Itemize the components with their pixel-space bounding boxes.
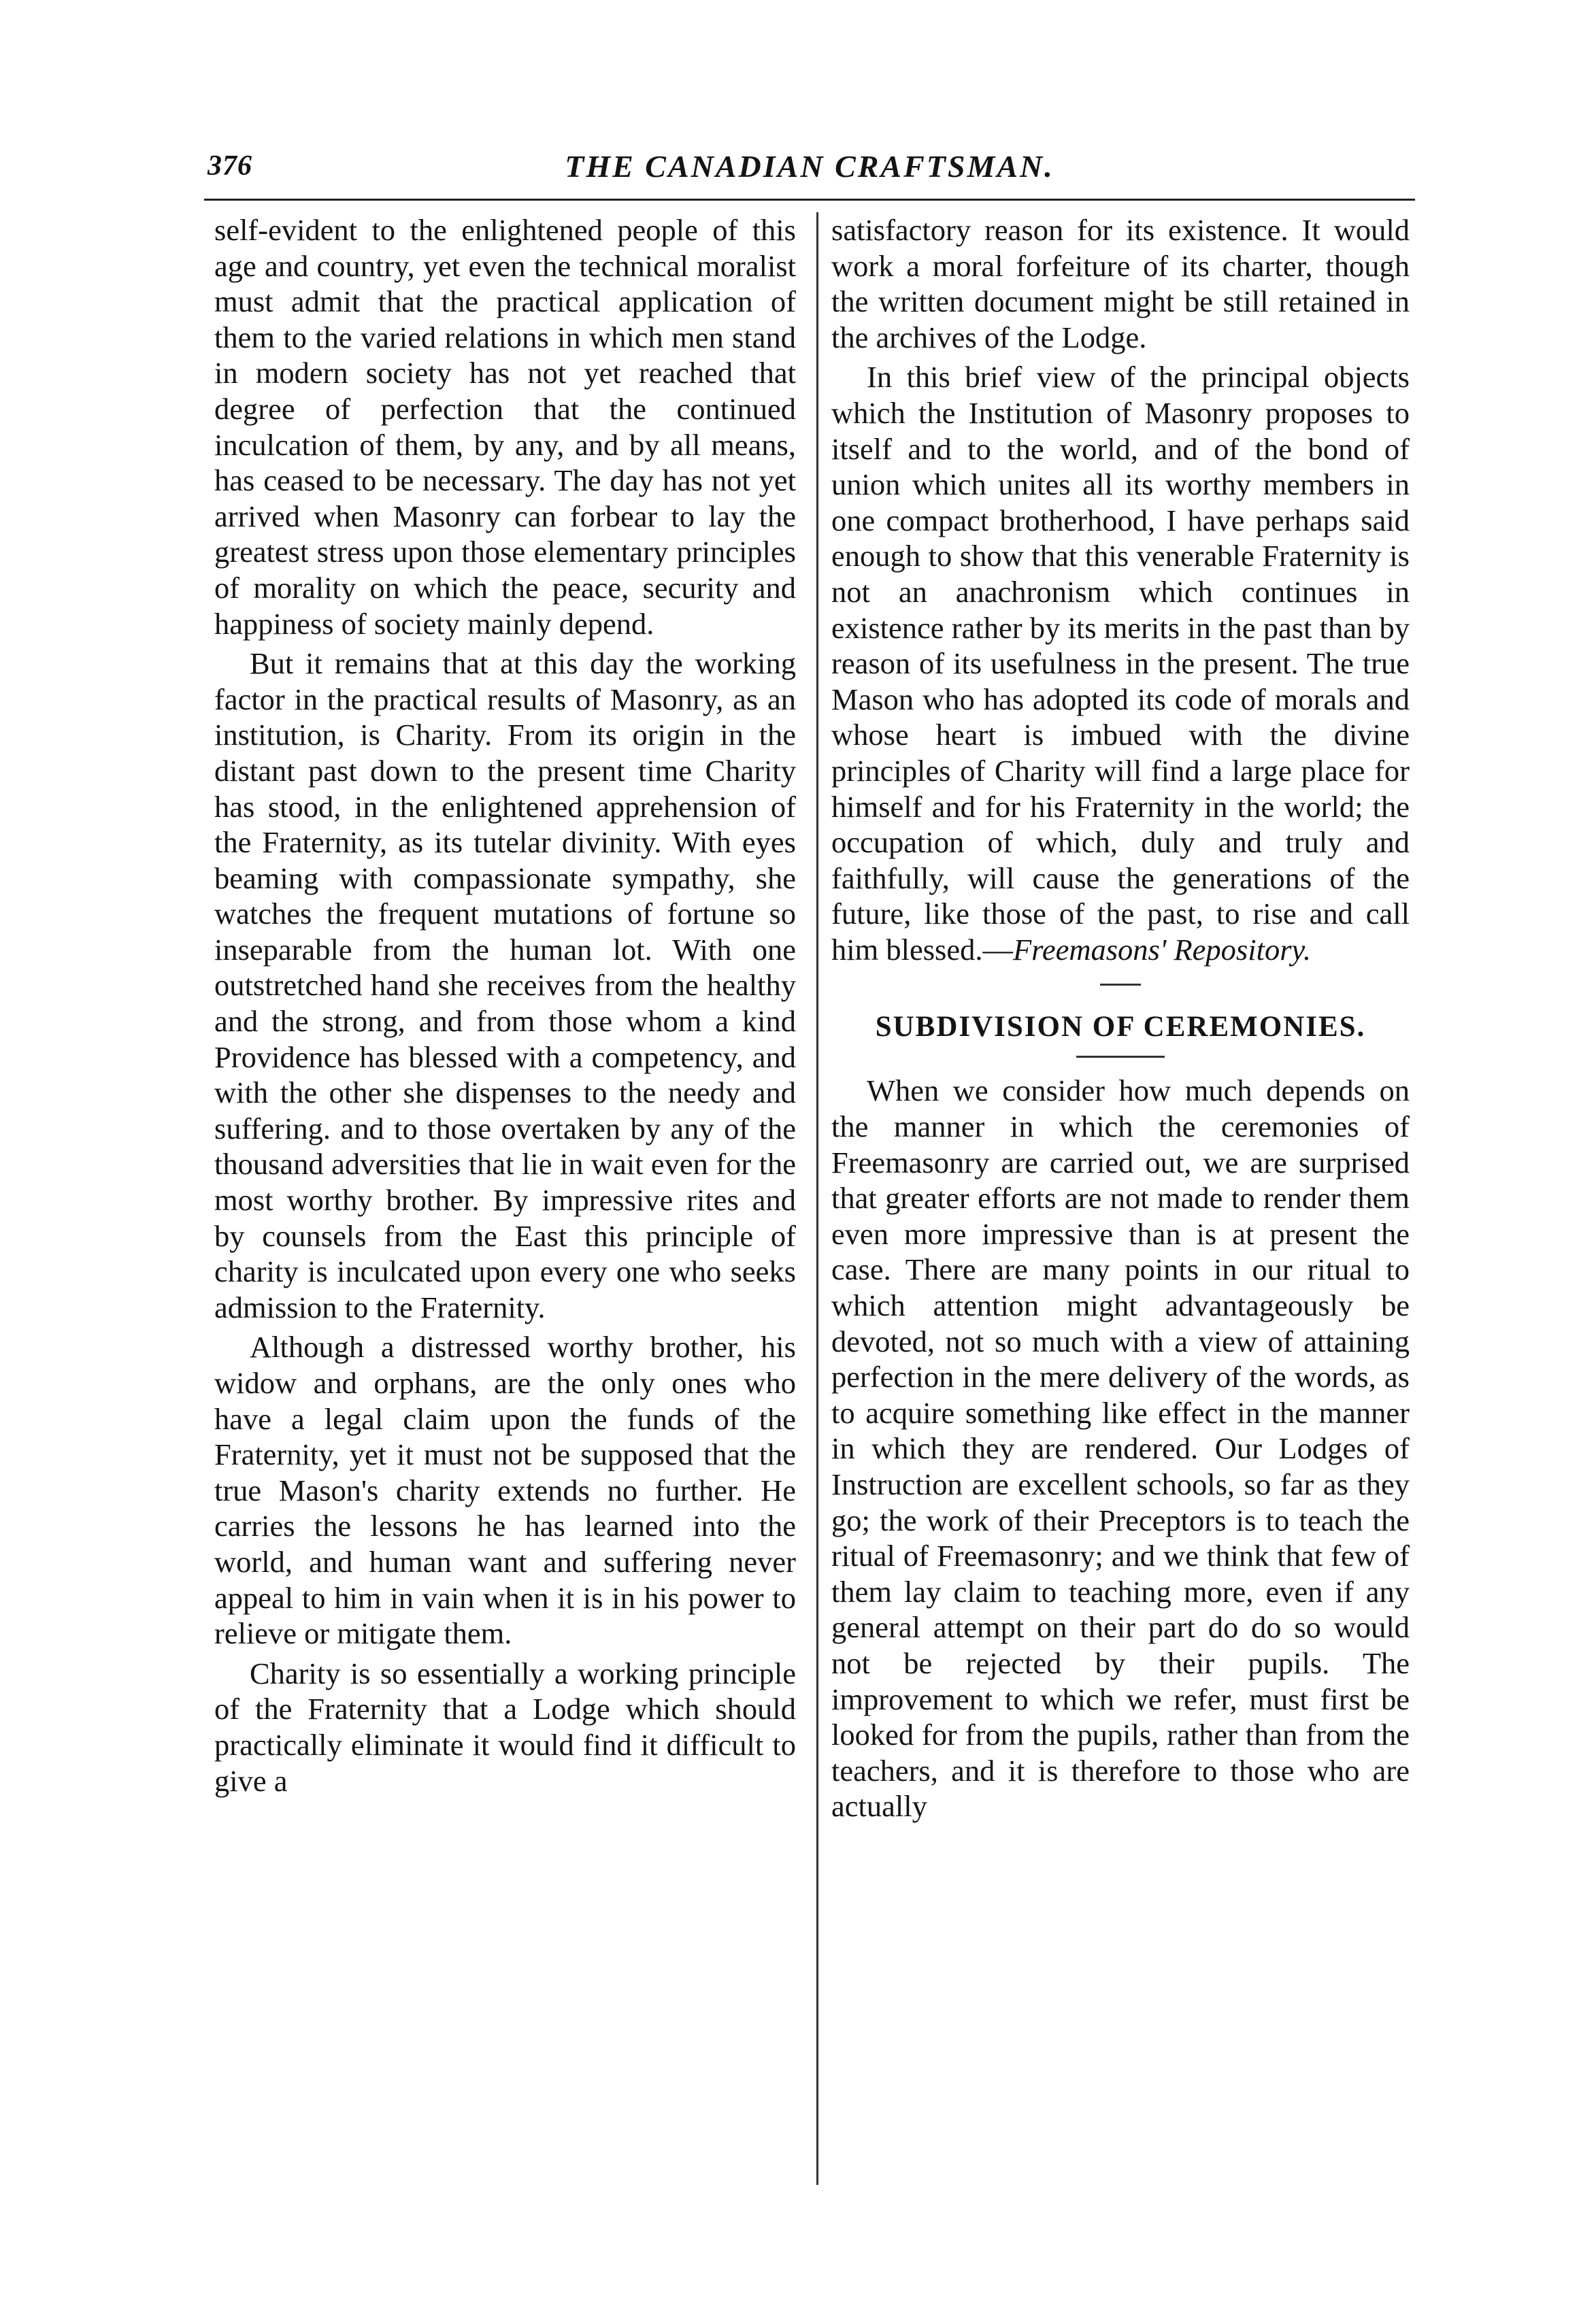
paragraph: satisfactory reason for its existence. It would work a moral forfeiture of its charter, though the written document might be still retained in the archives of the Lodge. — [831, 213, 1410, 354]
section-heading: SUBDIVISION OF CEREMONIES. — [875, 1011, 1366, 1043]
page-number: 376 — [207, 150, 252, 182]
header-rule — [204, 199, 1415, 201]
left-column — [214, 212, 796, 2199]
page-header — [207, 148, 1412, 190]
right-column — [831, 212, 1410, 2199]
paragraph: Although a distressed worthy brother, his widow and orphans, are the only ones who have a legal claim upon the funds of the Fraternity, yet it must not be supposed that the true Mason's charity extends no further. He carries the lessons he has learned into the world, and human want and suffering never appeal to him in vain when it is in his power to relieve or mitigate them. — [214, 1330, 796, 1651]
paragraph: self-evident to the enlightened people of this age and country, yet even the technical moralist must admit that the practical application of them to the varied relations in which men stand in modern society has not yet reached that degree of perfection that the continued inculcation of them, by any, and by all means, has ceased to be necessary. The day has not yet arrived when Masonry can forbear to lay the greatest stress upon those elementary principles of morality on which the peace, security and happiness of society mainly depend. — [214, 213, 796, 641]
ornament-rule — [1100, 984, 1141, 986]
paragraph: But it remains that at this day the working factor in the practical results of Masonry, as an institution, is Charity. From its origin in the distant past down to the present time Charity has stood, in the enlightened apprehension of the Fraternity, as its tutelar divinity. With eyes beaming with compassionate sympathy, she watches the frequent mutations of fortune so inseparable from the human lot. With one outstretched hand she receives from the healthy and the strong, and from those whom a kind Providence has blessed with a competency, and with the other she dispenses to the needy and suffering. and to those overtaken by any of the thousand adversities that lie in wait even for the most worthy brother. By impressive rites and by counsels from the East this principle of charity is inculcated upon every one who seeks admission to the Fraternity. — [214, 646, 796, 1324]
running-title: THE CANADIAN CRAFTSMAN. — [565, 149, 1054, 184]
paragraph: When we consider how much depends on the manner in which the ceremonies of Freemasonry are carried out, we are surprised that greater efforts are not made to render them even more impressive than is at present the case. There are many points in our ritual to which attention might advantageously be devoted, not so much with a view of attaining perfection in the mere delivery of the words, as to acquire something like effect in the manner in which they are rendered. Our Lodges of Instruction are excellent schools, so far as they go; the work of their Preceptors is to teach the ritual of Freemasonry; and we think that few of them lay claim to teaching more, even if any general attempt on their part do do so would not be rejected by their pupils. The improvement to which we refer, must first be looked for from the pupils, rather than from the teachers, and it is therefore to those who are actually — [831, 1073, 1410, 1824]
section-break — [831, 971, 1410, 1001]
attribution: Freemasons' Repository. — [1012, 932, 1311, 967]
paragraph-text: In this brief view of the principal objects which the Institution of Masonry proposes to itself and to the world, and of the bond of union which unites all its worthy members in one compact brotherhood, I have perhaps said enough to show that this venerable Fraternity is not an anachronism which continues in existence rather by its merits in the past than by reason of its usefulness in the present. The true Mason who has adopted its code of morals and whose heart is imbued with the divine principles of Charity will find a large place for himself and for his Fraternity in the world; the occupation of which, duly and truly and faithfully, will cause the generations of the future, like those of the past, to rise and call him blessed.— — [831, 360, 1410, 967]
paragraph: Charity is so essentially a working principle of the Fraternity that a Lodge which should practically eliminate it would find it difficult to give a — [214, 1656, 796, 1798]
column-divider — [816, 212, 818, 2185]
paragraph — [831, 359, 1410, 967]
heading-rule — [1076, 1056, 1165, 1058]
